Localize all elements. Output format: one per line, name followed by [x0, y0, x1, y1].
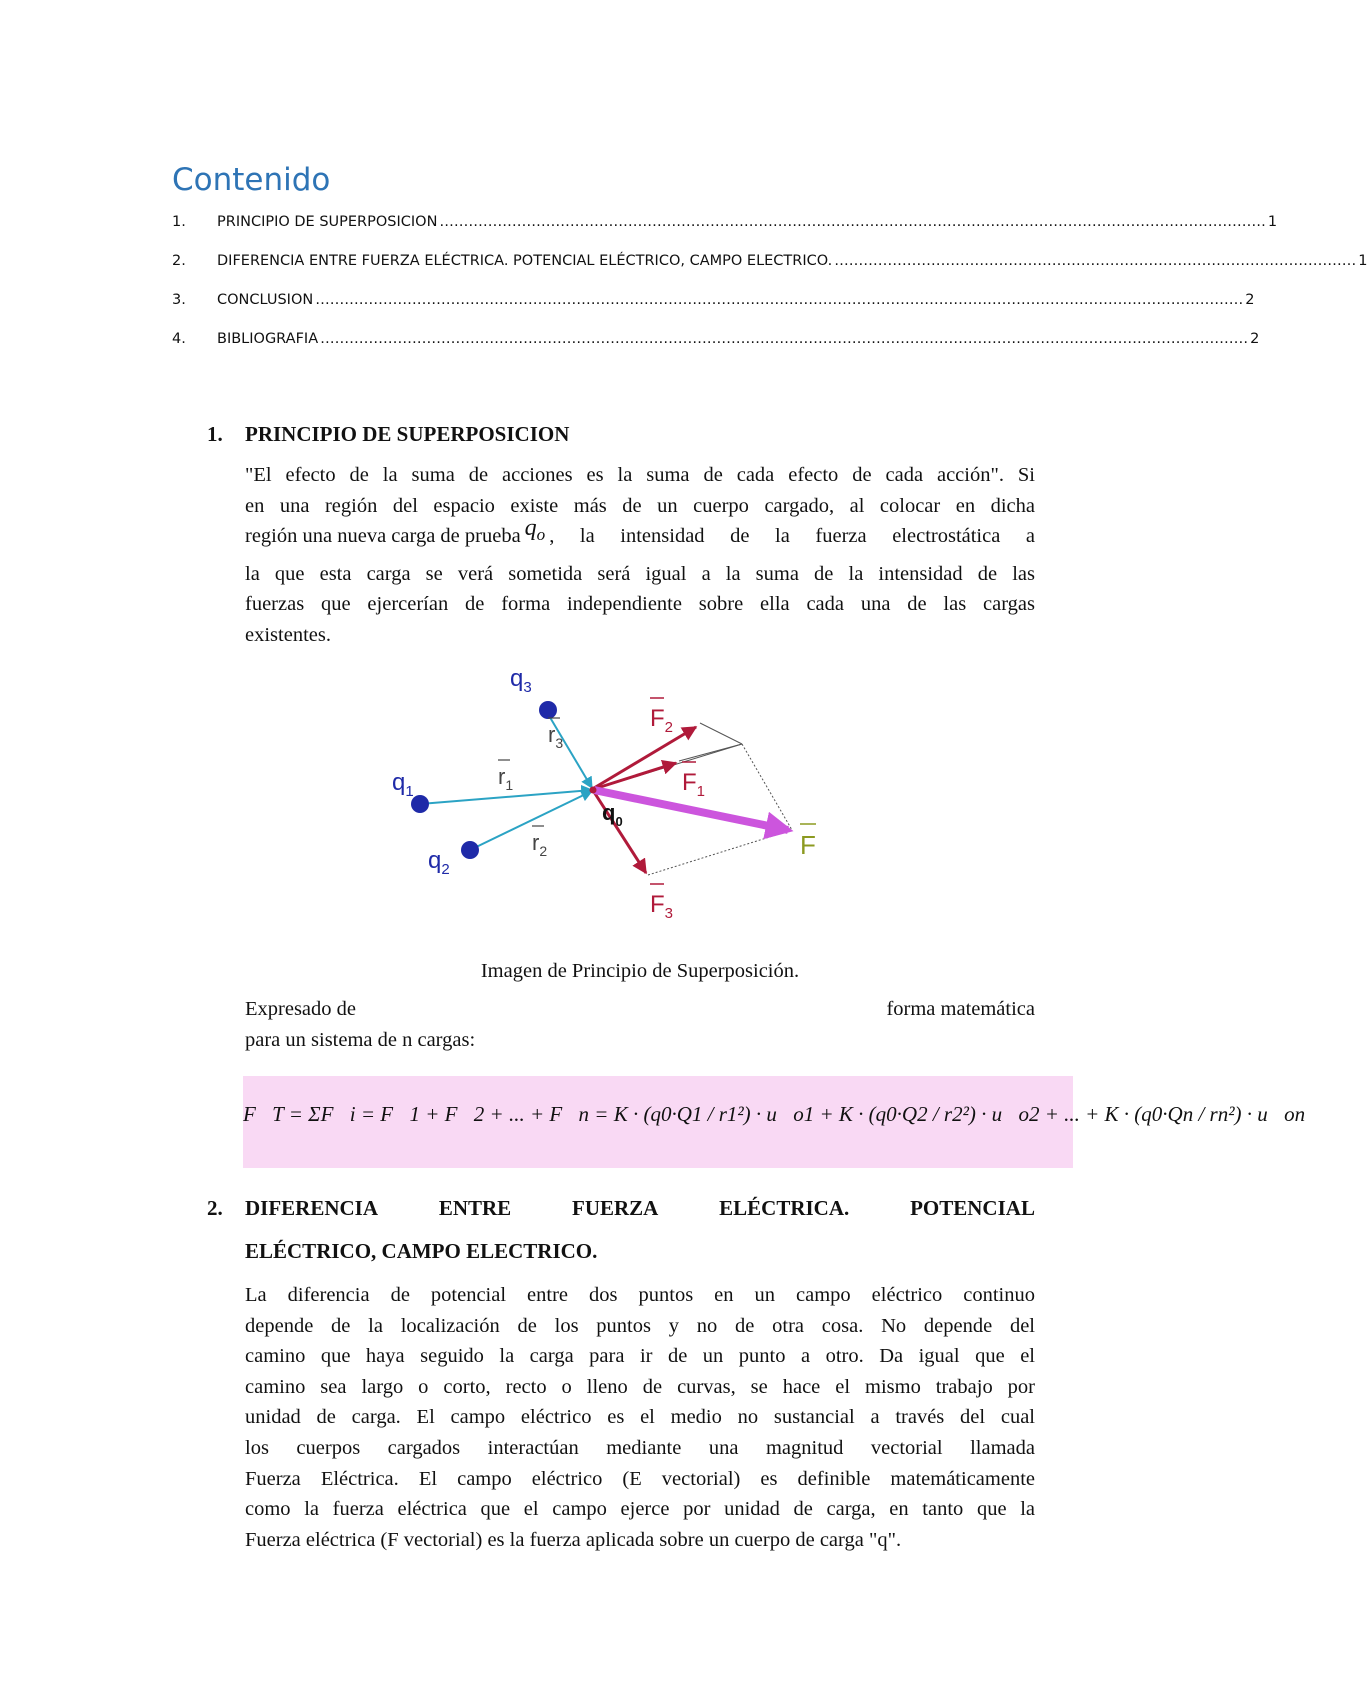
r3-label: $r_3$: [548, 722, 564, 751]
expression-line-2: para un sistema de n cargas:: [245, 1029, 476, 1051]
toc-leader-dots: …………………………………………………………………………………………………………………………………………………………………………: [320, 331, 1249, 347]
toc-entry-number: 1.: [172, 214, 186, 230]
toc-entry[interactable]: [172, 253, 1367, 275]
expression-line-right: forma matemática: [886, 998, 1035, 1020]
toc-entry-number: 2.: [172, 253, 186, 269]
paragraph-line-end: , la intensidad de la fuerza electrostática a: [549, 525, 1035, 548]
toc-entry[interactable]: [172, 292, 1255, 314]
charge-q3: [539, 701, 557, 719]
r2-vector: [470, 791, 592, 850]
toc-entry-page: 2: [1250, 331, 1260, 347]
toc-entry-text: CONCLUSION: [217, 292, 314, 308]
r2-label: $r_2$: [532, 830, 548, 859]
q1-label: $q_1$: [392, 769, 414, 800]
charge-q0: [590, 787, 597, 794]
paragraph-line: existentes.: [245, 624, 331, 647]
paragraph-line: la que esta carga se verá sometida será igual a la suma de la intensidad de las: [245, 562, 1035, 585]
f2-vector: [594, 727, 696, 788]
resultant-force-vector: [594, 790, 788, 830]
charge-q2: [461, 841, 479, 859]
toc-entry-page: 1: [1358, 253, 1367, 269]
paragraph-line: fuerzas que ejercerían de forma independiente sobre ella cada una de las cargas: [245, 593, 1035, 616]
superposition-diagram: [380, 660, 840, 930]
q2-label: $q_2$: [428, 847, 450, 878]
resultant-force-label: F: [800, 830, 816, 860]
toc-leader-dots: ………………………………………………………………………………………………: [834, 253, 1357, 269]
toc-entry-number: 3.: [172, 292, 186, 308]
q0-label: $q_0$: [602, 800, 623, 829]
section2-paragraph: [245, 1280, 1035, 1555]
paragraph-line: [245, 515, 1035, 559]
expression-line: [245, 994, 1035, 1025]
toc-leader-dots: …………………………………………………………………………………………………………………………………………………………………………: [315, 292, 1244, 308]
r1-label: $r_1$: [498, 764, 514, 793]
f3-label: $F_3$: [650, 891, 674, 922]
paragraph-line: como la fuerza eléctrica que el campo ejerce por unidad de carga, en tanto que la: [245, 1498, 1035, 1521]
toc-entry-number: 4.: [172, 331, 186, 347]
paragraph-line: camino que haya seguido la carga para ir de un punto a otro. Da igual que el: [245, 1345, 1035, 1368]
paragraph-line: depende de la localización de los puntos y no de otra cosa. No depende del: [245, 1314, 1035, 1337]
toc-entry-text: BIBLIOGRAFIA: [217, 331, 319, 347]
toc-entry-text: PRINCIPIO DE SUPERPOSICION: [217, 214, 438, 230]
paragraph-line: Fuerza eléctrica (F vectorial) es la fuerza aplicada sobre un cuerpo de carga "q".: [245, 1528, 902, 1551]
f1-label: $F_1$: [682, 769, 706, 800]
f2-label: $F_2$: [650, 705, 674, 736]
section1-paragraph: [245, 460, 1035, 651]
figure-caption: Imagen de Principio de Superposición.: [480, 960, 800, 982]
toc-entry[interactable]: [172, 214, 1278, 236]
toc-entry-page: 2: [1245, 292, 1255, 308]
toc-entry[interactable]: [172, 331, 1260, 353]
expression-line-left: Expresado de: [245, 998, 356, 1020]
paragraph-line: unidad de carga. El campo eléctrico es el medio no sustancial a través del cual: [245, 1406, 1035, 1429]
section2-title-line2: ELÉCTRICO, CAMPO ELECTRICO.: [245, 1239, 598, 1263]
formula-box: [243, 1076, 1306, 1168]
toc-leader-dots: ………………………………………………………………………………………………………………………………………………………: [439, 214, 1266, 230]
section1-title: PRINCIPIO DE SUPERPOSICION: [245, 422, 570, 446]
toc-title: Contenido: [172, 162, 331, 198]
superposition-formula: F⃗T = ΣF⃗i = F⃗1 + F⃗2 + ... + F⃗n = K · (q0·Q1 / r1²) · u⃗o1 + K · (q0·Q2 / r2²) · u⃗o2 + ... + K · (q0·Qn / rn²) · u⃗on: [243, 1102, 1306, 1126]
q3-label: $q_3$: [510, 665, 532, 696]
section2-title-line1: DIFERENCIA ENTRE FUERZA ELÉCTRICA. POTENCIAL: [245, 1196, 1035, 1220]
paragraph-line-start: región una nueva carga de prueba: [245, 525, 521, 548]
toc-entry-text: DIFERENCIA ENTRE FUERZA ELÉCTRICA. POTENCIAL ELÉCTRICO, CAMPO ELECTRICO.: [217, 253, 833, 269]
paragraph-line: camino sea largo o corto, recto o lleno de curvas, se hace el mismo trabajo por: [245, 1375, 1035, 1398]
paragraph-line: "El efecto de la suma de acciones es la suma de cada efecto de cada acción". Si: [245, 464, 1035, 486]
toc-entry-page: 1: [1267, 214, 1278, 230]
f1-vector: [594, 763, 676, 789]
section2-number: 2.: [207, 1196, 223, 1220]
paragraph-line: los cuerpos cargados interactúan mediante una magnitud vectorial llamada: [245, 1436, 1035, 1459]
paragraph-line: La diferencia de potencial entre dos puntos en un campo eléctrico continuo: [245, 1284, 1035, 1306]
test-charge-symbol: $q_o$: [524, 515, 546, 545]
section1-number: 1.: [207, 422, 223, 446]
paragraph-line: en una región del espacio existe más de un cuerpo cargado, al colocar en dicha: [245, 494, 1035, 517]
paragraph-line: Fuerza Eléctrica. El campo eléctrico (E vectorial) es definible matemáticamente: [245, 1467, 1035, 1490]
